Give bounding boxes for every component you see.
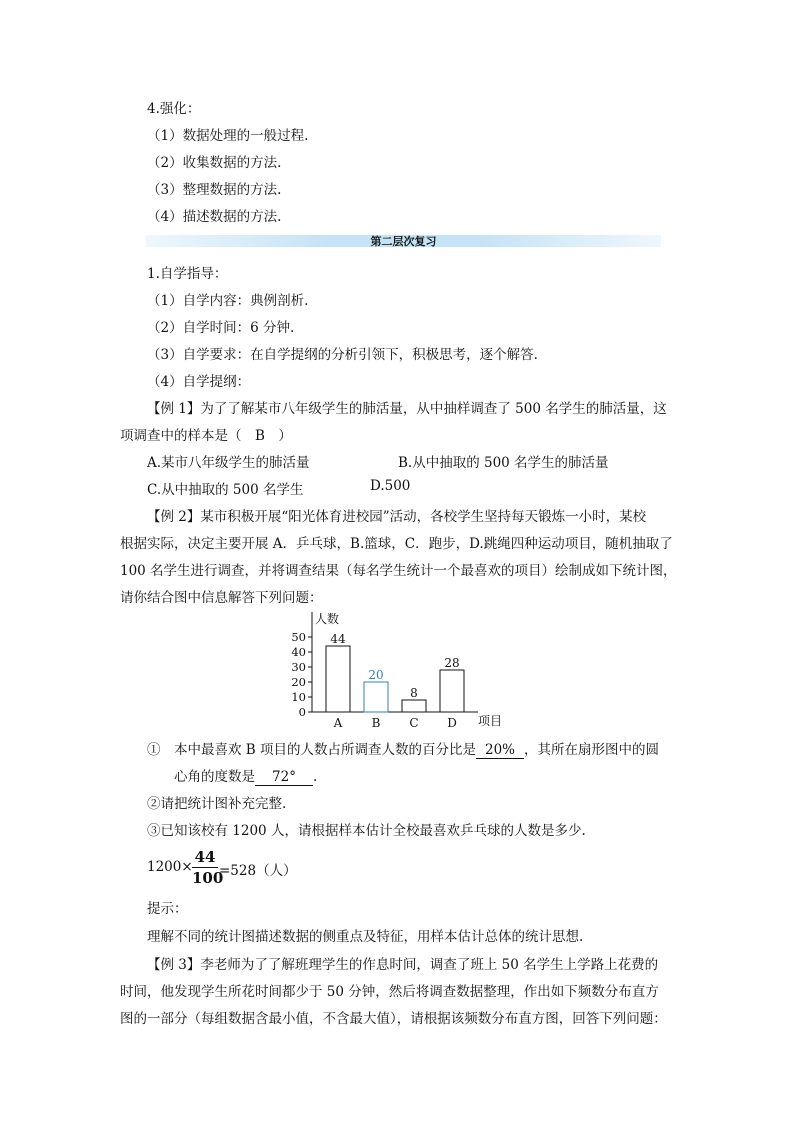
hint-label: 提示： (147, 901, 188, 917)
bar-chart (285, 608, 515, 733)
example1-option-a: A.某市八年级学生的肺活量 (147, 455, 310, 471)
question-1-text: ① 本中最喜欢 B 项目的人数占所调查人数的百分比是 (147, 742, 477, 758)
question-1-end: . (313, 769, 318, 785)
answer-blank-angle: 72° (255, 769, 313, 786)
bar (440, 670, 464, 712)
y-axis-label: 人数 (315, 612, 340, 626)
bar-data-label: 20 (368, 668, 384, 682)
question-1-text-cont: ，其所在扇形图中的圆 (524, 742, 660, 758)
example2-line: 根据实际，决定主要开展 A．乒乓球，B.篮球，C．跑步，D.跳绳四种运动项目，随机抽取了 (120, 536, 673, 552)
x-tick-label: C (409, 716, 419, 730)
question-1-text-angle: 心角的度数是 (174, 769, 255, 785)
example3-line: 【例 3】李老师为了了解班理学生的作息时间，调查了班上 50 名学生上学路上花费的 (147, 957, 659, 973)
y-tick-label: 20 (291, 675, 306, 689)
bar-data-label: 28 (444, 656, 460, 670)
question-2: ②请把统计图补充完整. (147, 796, 287, 812)
question-3: ③已知该校有 1200 人，请根据样本估计全校最喜欢乒乓球的人数是多少. (147, 823, 586, 839)
section4-item: （4）描述数据的方法. (147, 209, 282, 225)
example1-option-c: C.从中抽取的 500 名学生 (147, 482, 304, 498)
example3-line: 时间，他发现学生所花时间都少于 50 分钟，然后将调查数据整理，作出如下频数分布直方 (120, 984, 659, 1000)
y-tick-label: 40 (291, 645, 306, 659)
section4-item: （3）整理数据的方法. (147, 182, 282, 198)
bar-data-label: 44 (330, 632, 346, 646)
calc-prefix: 1200× (147, 859, 193, 875)
fraction (192, 848, 224, 887)
question-1-cont (174, 765, 317, 786)
example2-line: 请你结合图中信息解答下列问题： (120, 590, 323, 606)
example1-option-d: D.500 (370, 478, 411, 494)
section4-item: （2）收集数据的方法. (147, 155, 282, 171)
fraction-bar (192, 867, 218, 868)
banner-title: 第二层次复习 (370, 235, 437, 248)
x-tick-label: A (333, 716, 343, 730)
y-tick-label: 10 (291, 690, 306, 704)
bar (364, 682, 388, 712)
y-tick-label: 50 (291, 630, 306, 644)
bar (326, 646, 350, 712)
example2-line: 【例 2】某市积极开展“阳光体育进校园”活动，各校学生坚持每天锻炼一小时，某校 (147, 509, 647, 525)
y-tick-label: 30 (291, 660, 306, 674)
x-tick-label: B (371, 716, 381, 730)
question-1 (147, 738, 659, 759)
self-study-item: （1）自学内容：典例剖析. (147, 293, 309, 309)
self-study-item: （3）自学要求：在自学提纲的分析引领下，积极思考，逐个解答. (147, 347, 538, 363)
fraction-denominator: 100 (192, 869, 224, 887)
example1-option-b: B.从中抽取的 500 名学生的肺活量 (398, 455, 609, 471)
hint-text: 理解不同的统计图描述数据的侧重点及特征，用样本估计总体的统计思想. (147, 929, 584, 945)
example3-line: 图的一部分（每组数据含最小值，不含最大值），请根据该频数分布直方图，回答下列问题： (120, 1011, 667, 1027)
section4-item: （1）数据处理的一般过程. (147, 128, 309, 144)
self-study-heading: 1.自学指导： (147, 266, 228, 282)
self-study-item: （2）自学时间：6 分钟. (147, 320, 295, 336)
example1-line: 项调查中的样本是（ B ） (120, 428, 292, 444)
x-tick-label: D (447, 716, 457, 730)
y-tick-label: 0 (298, 705, 306, 719)
calc-suffix: =528（人） (219, 863, 297, 879)
bar (402, 700, 426, 712)
example2-line: 100 名学生进行调查，并将调查结果（每名学生统计一个最喜欢的项目）绘制成如下统计图， (120, 563, 677, 579)
x-axis-label: 项目 (478, 714, 503, 728)
self-study-item: （4）自学提纲： (147, 374, 251, 390)
section4-heading: 4.强化： (147, 101, 201, 117)
fraction-numerator: 44 (194, 848, 216, 866)
section-banner (146, 235, 661, 247)
bar-data-label: 8 (410, 686, 418, 700)
example1-line: 【例 1】为了了解某市八年级学生的肺活量，从中抽样调查了 500 名学生的肺活量，这 (147, 401, 667, 417)
answer-blank-percent: 20% (476, 742, 524, 759)
